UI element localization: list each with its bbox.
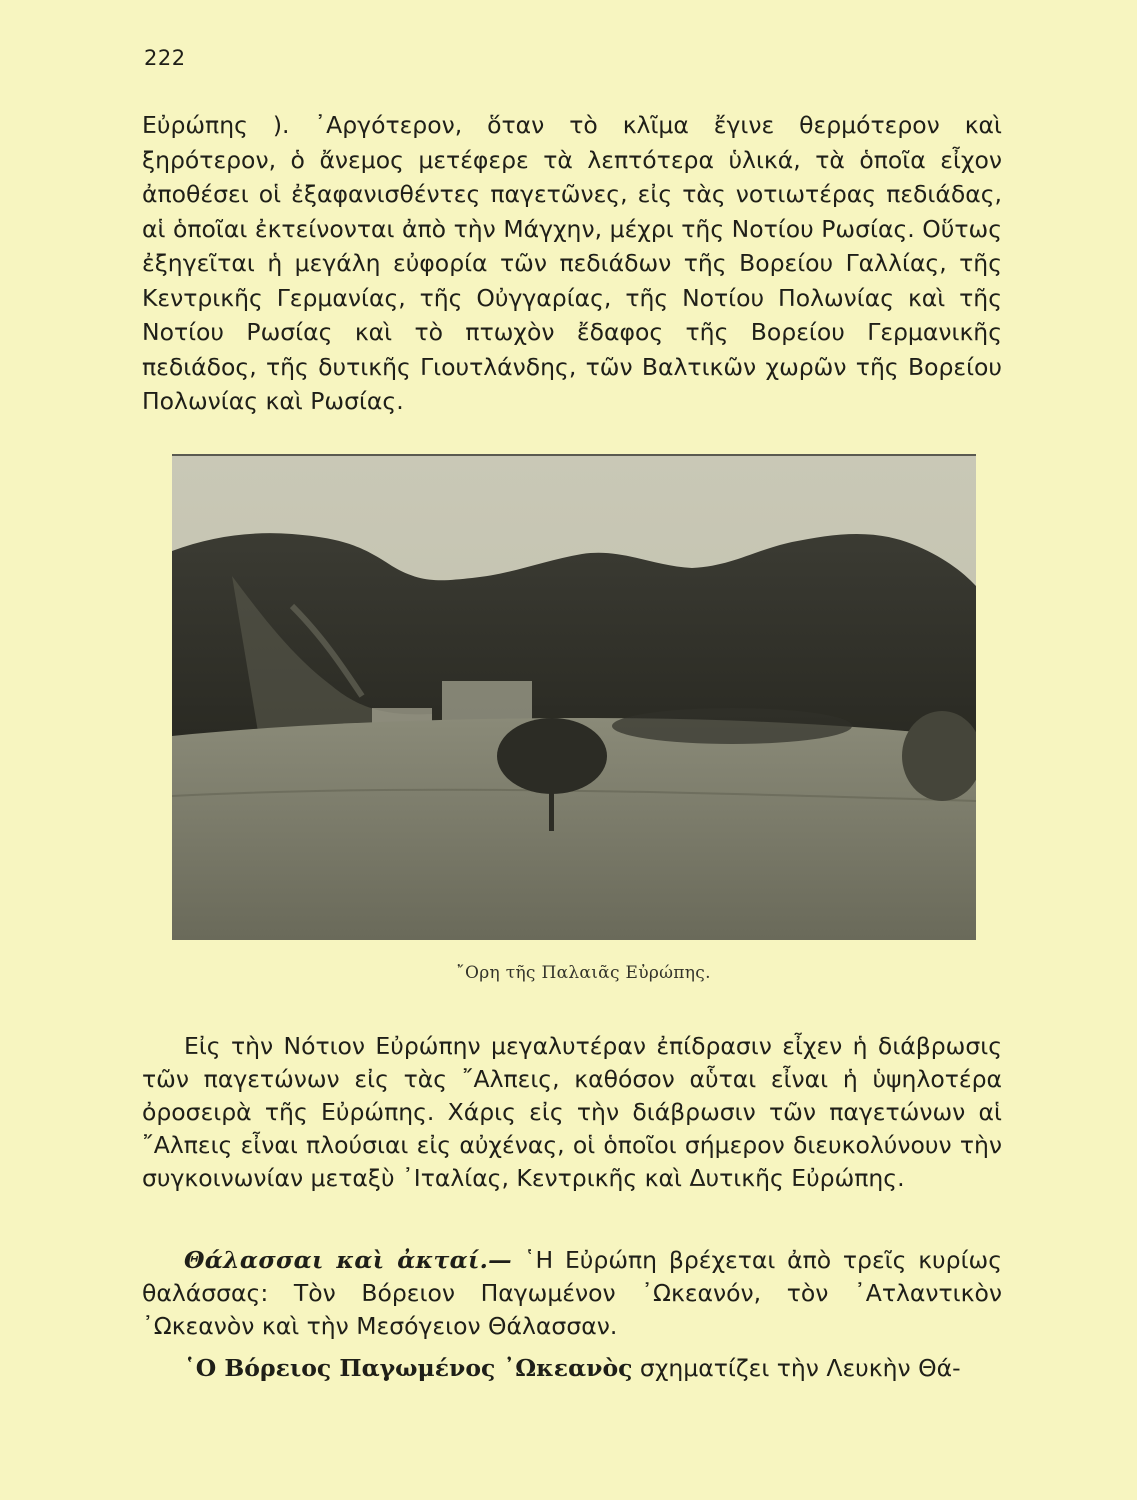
page-number: 222 bbox=[144, 46, 186, 70]
arctic-text: σχηματίζει τὴν Λευκὴν Θά- bbox=[632, 1354, 961, 1382]
paragraph-seas bbox=[142, 1244, 1002, 1343]
section-heading-seas: Θάλασσαι καὶ ἀκταί.— bbox=[184, 1246, 512, 1274]
paragraph-arctic-ocean bbox=[142, 1352, 1002, 1385]
figure-caption: ῎Ορη τῆς Παλαιᾶς Εὐρώπης. bbox=[456, 963, 711, 983]
seas-text: ῾Η Εὐρώπη βρέχεται ἀπὸ τρεῖς κυρίως θαλάσσας: Τὸν Βόρειον Παγωμένον ᾿Ωκεανόν, τὸν ᾿Ατλαντικὸν ᾿Ωκεανὸν καὶ τὴν Μεσόγειον Θάλασσαν. bbox=[142, 1246, 1002, 1340]
paragraph-alps-erosion: Εἰς τὴν Νότιον Εὐρώπην μεγαλυτέραν ἐπίδρασιν εἶχεν ἡ διάβρωσις τῶν παγετώνων εἰς τὰς ῎Αλπεις, καθόσον αὗται εἶναι ἡ ὑψηλοτέρα ὀροσειρὰ τῆς Εὐρώπης. Χάρις εἰς τὴν διάβρωσιν τῶν παγετώνων αἱ ῎Αλπεις εἶναι πλούσιαι εἰς αὐχένας, οἱ ὁποῖοι σήμερον διευκολύνουν τὴν συγκοινωνίαν μεταξὺ ᾿Ιταλίας, Κεντρικῆς καὶ Δυτικῆς Εὐρώπης. bbox=[142, 1032, 1002, 1192]
landscape-photo bbox=[172, 454, 976, 940]
paragraph-glacial-soils: Εὐρώπης ). ᾿Αργότερον, ὅταν τὸ κλῖμα ἔγινε θερμότερον καὶ ξηρότερον, ὁ ἄνεμος μετέφερε τὰ λεπτότερα ὑλικά, τὰ ὁποῖα εἶχον ἀποθέσει οἱ ἐξαφανισθέντες παγετῶνες, εἰς τὰς νοτιωτέρας πεδιάδας, αἱ ὁποῖαι ἐκτείνονται ἀπὸ τὴν Μάγχην, μέχρι τῆς Νοτίου Ρωσίας. Οὕτως ἐξηγεῖται ἡ μεγάλη εὐφορία τῶν πεδιάδων τῆς Βορείου Γαλλίας, τῆς Κεντρικῆς Γερμανίας, τῆς Οὐγγαρίας, τῆς Νοτίου Πολωνίας καὶ τῆς Νοτίου Ρωσίας καὶ τὸ πτωχὸν ἔδαφος τῆς Βορείου Γερμανικῆς πεδιάδος, τῆς δυτικῆς Γιουτλάνδης, τῶν Βαλτικῶν χωρῶν τῆς Βορείου Πολωνίας καὶ Ρωσίας. bbox=[142, 111, 1002, 415]
subheading-arctic-ocean: ῾Ο Βόρειος Παγωμένος ᾿Ωκεανὸς bbox=[184, 1354, 633, 1382]
mountains-image bbox=[172, 456, 976, 940]
